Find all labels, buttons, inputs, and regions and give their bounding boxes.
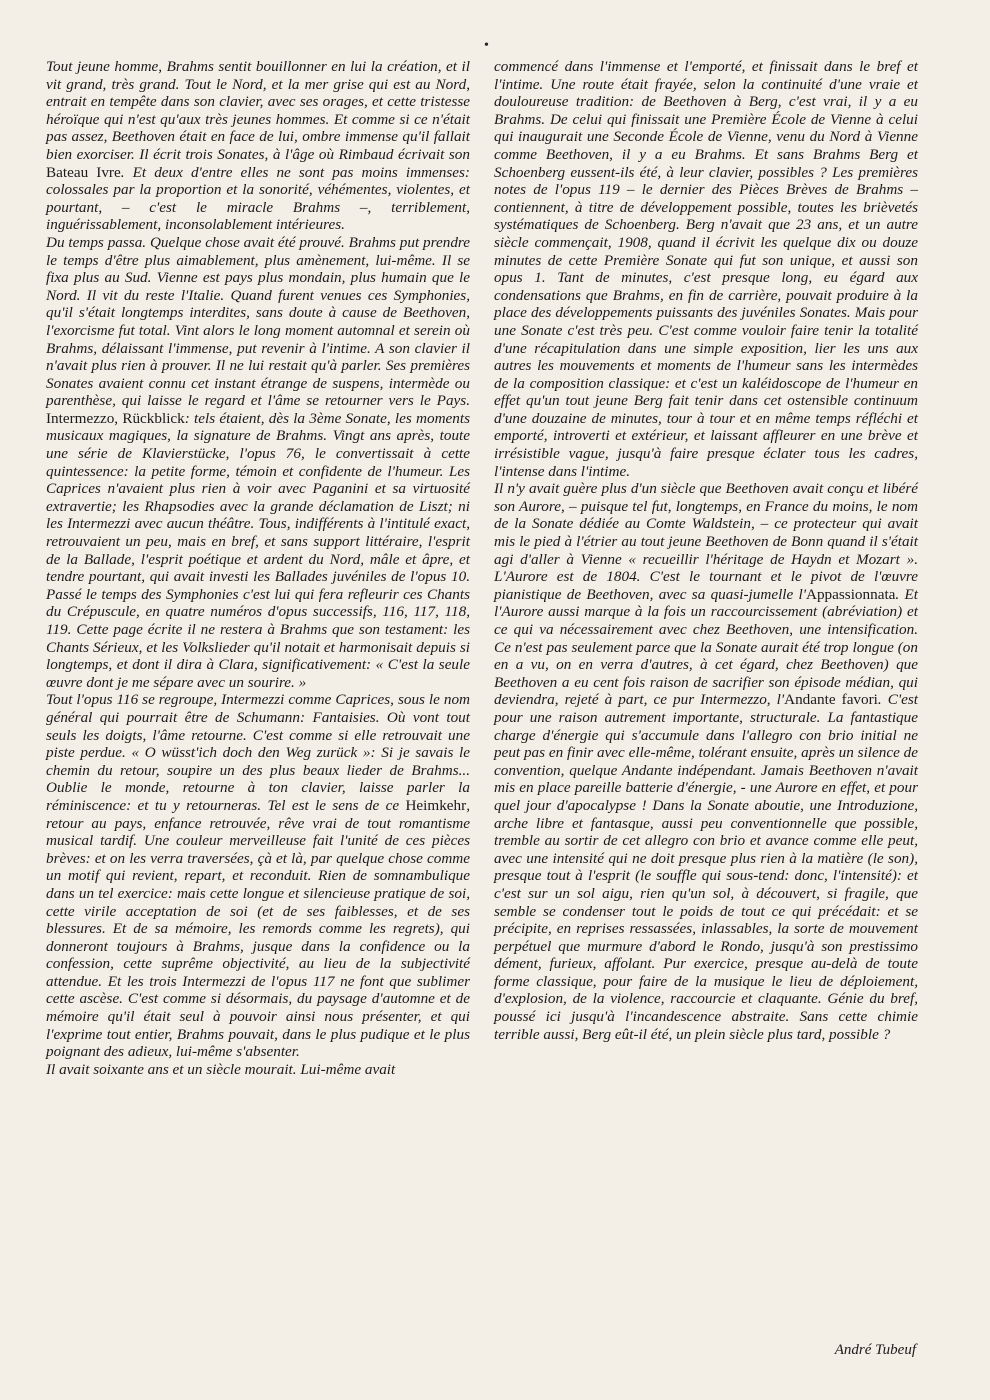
article-column-left [46, 58, 470, 1078]
text-run: Il n'y avait guère plus d'un siècle que Beethoven avait conçu et libéré son Aurore, – puisque tel fut, longtemps, en France du moins, le nom de la Sonate dédiée au Comte Waldstein, – ce protecteur qui avait mis le pied à l'étrier au tout jeune Beethoven de Bonn quand il s'était agi d'aller à Vienne « recueillir l'héritage de Haydn et Mozart ». L'Aurore est de 1804. C'est le tournant et le pivot de l'œuvre pianistique de Beethoven, avec sa quasi-jumelle l' [494, 480, 918, 603]
article-column-right [494, 58, 918, 1043]
author-signature: André Tubeuf [834, 1342, 916, 1358]
work-title: Intermezzo, Rückblick [46, 409, 185, 427]
work-title: Andante favori [784, 691, 878, 709]
paragraph: commencé dans l'immense et l'emporté, et finissait dans le bref et l'intime. Une route était frayée, selon la continuité d'une vraie et douloureuse tradition: de Beethoven à Berg, c'est vrai, il y a eu Brahms. De celui qui finissait une Première École de Vienne à celui qui inaugurait une Seconde École de Vienne, venu du Nord à Vienne comme Beethoven, il y a eu Brahms. Et sans Brahms Berg et Schoenberg eussent-ils été, à leur clavier, possibles ? Les premières notes de l'opus 119 – le dernier des Pièces Brèves de Brahms – contiennent, à titre de développement possible, toutes les brièvetés systématiques de Schoenberg. Berg n'avait que 23 ans, et un autre siècle commençait, 1908, quand il écrivit les quelque dix ou douze minutes de cette Première Sonate qui fut son unique, et aussi son opus 1. Tant de minutes, c'est presque long, eu égard aux condensations que Brahms, en fin de carrière, pouvait produire à la place des développements puissants des juvéniles Sonates. Mais pour une Sonate c'est très peu. C'est comme vouloir faire tenir la totalité d'une récapitulation dans une simple exposition, lier les uns aux autres les mouvements et moments de l'humeur sans les intermèdes de la composition classique: et c'est un kaléidoscope de l'humeur en effet qu'un tout jeune Berg fait tenir dans cet ostensible continuum d'une douzaine de minutes, tour à tour et en même temps réfléchi et emporté, introverti et extérieur, et laissant affleurer en une brève et irrésistible vague, jusqu'à faire presque éclater tous les cadres, l'intense dans l'intime. [494, 58, 918, 480]
text-run: , retour au pays, enfance retrouvée, rêve vrai de tout romantisme musical tardif. Une couleur merveilleuse fait l'unité de ces pièces brèves: et on les verra traversées, çà et là, par quelque chose comme un motif qui revient, repart, et reconduit. Rien de somnambulique dans un tel exercice: mais cette longue et silencieuse pratique de soi, cette virile acceptation de soi (et de ses faiblesses, et de ses blessures. Et de sa mémoire, les remords comme les regrets), qui donneront toujours à Brahms, jusque dans la confidence ou la confession, cette suprême objectivité, au lieu de la subjectivité attendue. Et les trois Intermezzi de l'opus 117 ne font que sublimer cette ascèse. C'est comme si désormais, du paysage d'automne et de mémoire qu'il était seul à pouvoir ainsi nous présenter, et qui l'exprime tout entier, Brahms pouvait, dans le plus pudique et le plus poignant des adieux, lui-même s'absenter. [46, 796, 470, 1061]
paragraph [494, 480, 918, 1043]
page-top-mark: • [484, 38, 489, 53]
text-run: : tels étaient, dès la 3ème Sonate, les moments musicaux magiques, la signature de Brahms. Vingt ans après, toute une série de Klavierstücke, l'opus 76, le convertissait à cette quintessence: la petite forme, témoin et confidente de l'humeur. Les Caprices n'avaient plus rien à voir avec Paganini et sa virtuosité extravertie; les Rhapsodies avec la grande déclamation de Liszt; ni les Intermezzi avec aucun théâtre. Tous, indifférents à l'intitulé exact, retrouvaient un peu, mais en bref, et sans support littéraire, l'esprit de la Ballade, l'esprit poétique et ardent du Nord, mâle et âpre, et tendre pourtant, qui avait investi les Ballades juvéniles de l'opus 10. Passé le temps des Symphonies c'est lui qui fera refleurir ces Chants du Crépuscule, en quatre numéros d'opus successifs, 116, 117, 118, 119. Cette page écrite il ne restera à Brahms que son testament: les Chants Sérieux, et les Volkslieder qu'il notait et harmonisait depuis si longtemps, et dont il dira à Clara, significativement: « C'est la seule œuvre dont je me sépare avec un sourire. » [46, 409, 470, 691]
paragraph: Il avait soixante ans et un siècle mourait. Lui-même avait [46, 1060, 396, 1078]
work-title: Appassionnata [806, 585, 896, 603]
text-run: . Et l'Aurore aussi marque à la fois un raccourcissement (abréviation) et ce qui va nécessairement avec chez Beethoven, une intensification. Ce n'est pas seulement parce que la Sonate aurait été trop longue (on en a vu, on en verra d'autres, à cet égard, chez Beethoven) que Beethoven a eu cent fois raison de sacrifier son épisode médian, qui deviendra, rejeté à part, ce pur Intermezzo, l' [494, 585, 918, 709]
work-title: Heimkehr [405, 796, 467, 814]
paragraph [46, 58, 470, 234]
text-run: Tout l'opus 116 se regroupe, Intermezzi comme Caprices, sous le nom général qui pourrait être de Schumann: Fantaisies. Où vont tout seuls les doigts, l'âme retourne. C'est comme si elle retrouvait une piste perdue. « O wüsst'ich doch den Weg zurück »: Si je savais le chemin du retour, soupire un des plus beaux lieder de Brahms... Oublie le monde, retourne à ton clavier, laisse parler la réminiscence: et tu y retourneras. Tel est le sens de ce [46, 691, 470, 814]
paragraph [46, 234, 470, 691]
paragraph [46, 691, 470, 1060]
text-run: Du temps passa. Quelque chose avait été prouvé. Brahms put prendre le temps d'être plus aimablement, plus amènement, lui-même. Il se fixa plus au Sud. Vienne est pays plus mondain, plus humain que le Nord. Il vit du reste l'Italie. Quand furent venues ces Symphonies, qu'il s'était longtemps interdites, sans doute à cause de Beethoven, l'exorcisme fut total. Vint alors le long moment automnal et serein où Brahms, délaissant l'immense, put revenir à l'intime. A son clavier il n'avait plus rien à prouver. Il ne lui restait qu'à parler. Ses premières Sonates avaient connu cet instant étrange de suspens, intermède ou parenthèse, qui laisse le regard et l'âme se retourner vers le Pays. [46, 233, 470, 410]
text-run: . Et deux d'entre elles ne sont pas moins immenses: colossales par la proportion et la sonorité, véhémentes, violentes, et pourtant, – c'est le miracle Brahms –, terriblement, inguérissablement, inconsolablement intérieures. [46, 163, 470, 234]
work-title: Bateau Ivre [46, 163, 121, 181]
text-run: . C'est pour une raison autrement importante, structurale. La fantastique charge d'énergie qui s'accumule dans l'allegro con brio initial ne peut pas en finir avec elle-même, tolérant ensuite, après un silence de convention, quelque Andante indépendant. Jamais Beethoven n'avait mis en place pareille batterie d'énergie, - une Aurore en effet, et pour quel jour d'apocalypse ! Dans la Sonate aboutie, une Introduzione, arche libre et fantasque, aussi peu conventionnelle que possible, tremble au sortir de cet allegro con brio et avance comme elle peut, avec une intensité qui ne doit presque plus rien à la matière (le son), presque tout à l'esprit (le souffle qui sous-tend: donc, l'intensité): et c'est sur un sol aigu, rien qu'un sol, à découvert, si fragile, que semble se condenser tout le poids de tout ce qui précédait: et se précipite, en reprises ressassées, inlassables, la sorte de mouvement perpétuel que murmure d'abord le Rondo, jusqu'à son prestissimo dément, furieux, affolant. Pur exercice, presque au-delà de toute forme classique, pour faire de la musique le lieu de déploiement, d'explosion, de la violence, raccourcie et claquante. Génie du bref, poussé ici jusqu'à l'incandescence abstraite. Sans cette chimie terrible aussi, Berg eût-il été, un plein siècle plus tard, possible ? [494, 691, 919, 1043]
text-run: Tout jeune homme, Brahms sentit bouillonner en lui la création, et il vit grand, très grand. Tout le Nord, et la mer grise qui est au Nord, entrait en tempête dans son clavier, avec ses orages, et cette tristesse héroïque qui n'est qu'aux très jeunes hommes. Et comme si ce n'était pas assez, Beethoven était en face de lui, ombre immense qu'il fallait bien exorciser. Il écrit trois Sonates, à l'âge où Rimbaud écrivait son [46, 58, 470, 163]
